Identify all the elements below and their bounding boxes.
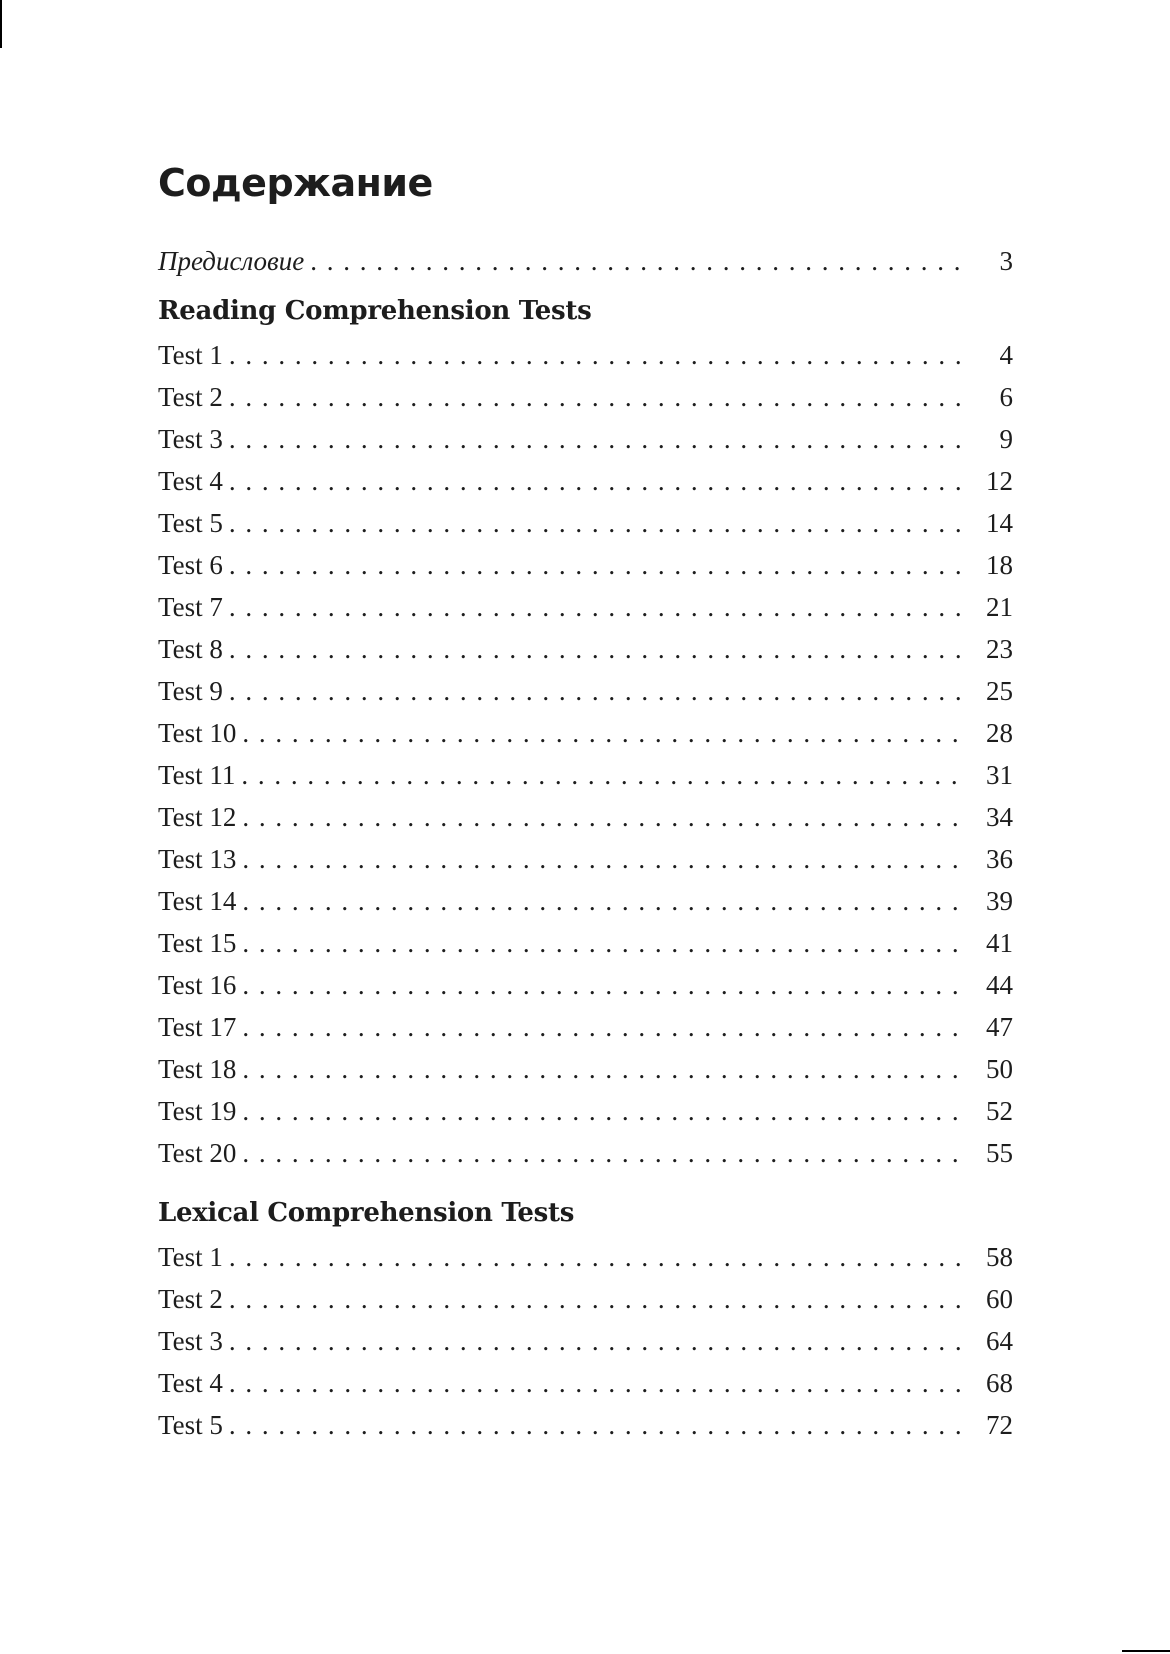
toc-entry-page-number: 44 xyxy=(986,970,1013,1000)
toc-entry-label: Test 5 xyxy=(158,1410,223,1440)
toc-entry-page-number: 55 xyxy=(986,1138,1013,1168)
toc-entry-page-number: 25 xyxy=(986,676,1013,706)
toc-entry-page-number: 72 xyxy=(986,1410,1013,1440)
toc-entry-page-number: 47 xyxy=(986,1012,1013,1042)
dot-leader xyxy=(241,754,969,796)
toc-entry-label: Test 17 xyxy=(158,1012,237,1042)
toc-entry-label: Предисловие xyxy=(158,246,305,276)
toc-entry[interactable] xyxy=(158,586,1013,628)
toc-entry-label: Test 4 xyxy=(158,466,223,496)
toc-entry-page-number: 18 xyxy=(986,550,1013,580)
toc-entry[interactable] xyxy=(158,1006,1013,1048)
toc-entry-page-number: 60 xyxy=(986,1284,1013,1314)
crop-mark xyxy=(1122,1650,1170,1652)
toc-entry-page-number: 36 xyxy=(986,844,1013,874)
toc-entry-page-number: 58 xyxy=(986,1242,1013,1272)
crop-mark xyxy=(0,0,2,48)
toc-entry-page-number: 28 xyxy=(986,718,1013,748)
dot-leader xyxy=(242,1006,969,1048)
toc-entry-page-number: 34 xyxy=(986,802,1013,832)
toc-entry-label: Test 3 xyxy=(158,1326,223,1356)
dot-leader xyxy=(242,1132,969,1174)
toc-entry[interactable] xyxy=(158,712,1013,754)
toc-entry[interactable] xyxy=(158,1278,1013,1320)
toc-entry-page-number: 9 xyxy=(999,424,1013,454)
dot-leader xyxy=(229,544,969,586)
page-title: Содержание xyxy=(158,161,433,205)
toc-entry[interactable] xyxy=(158,838,1013,880)
toc-entry-page-number: 39 xyxy=(986,886,1013,916)
toc-entry[interactable] xyxy=(158,754,1013,796)
toc-entry[interactable] xyxy=(158,334,1013,376)
toc-entry-label: Test 14 xyxy=(158,886,237,916)
dot-leader xyxy=(310,240,969,282)
toc-entry-label: Test 9 xyxy=(158,676,223,706)
dot-leader xyxy=(229,502,969,544)
toc-entry-label: Test 1 xyxy=(158,340,223,370)
toc-entry-page-number: 52 xyxy=(986,1096,1013,1126)
toc-entry[interactable] xyxy=(158,1048,1013,1090)
dot-leader xyxy=(242,796,969,838)
toc-entry-page-number: 3 xyxy=(999,246,1013,276)
dot-leader xyxy=(229,1320,969,1362)
dot-leader xyxy=(229,334,969,376)
dot-leader xyxy=(242,1090,969,1132)
toc-entry-label: Test 5 xyxy=(158,508,223,538)
toc-entry-page-number: 4 xyxy=(999,340,1013,370)
toc-entry-page-number: 68 xyxy=(986,1368,1013,1398)
toc-entry-label: Test 13 xyxy=(158,844,237,874)
toc-entry-page-number: 21 xyxy=(986,592,1013,622)
toc-entry[interactable] xyxy=(158,964,1013,1006)
dot-leader xyxy=(229,1362,969,1404)
toc-entry-page-number: 6 xyxy=(999,382,1013,412)
dot-leader xyxy=(229,1236,969,1278)
toc-entry-page-number: 23 xyxy=(986,634,1013,664)
dot-leader xyxy=(242,880,969,922)
dot-leader xyxy=(229,586,969,628)
toc-entry[interactable] xyxy=(158,670,1013,712)
toc-entry[interactable] xyxy=(158,880,1013,922)
toc-entry-page-number: 12 xyxy=(986,466,1013,496)
toc-entry-label: Test 18 xyxy=(158,1054,237,1084)
dot-leader xyxy=(229,376,969,418)
toc-entry[interactable] xyxy=(158,1090,1013,1132)
toc-entry-label: Test 2 xyxy=(158,382,223,412)
toc-entry[interactable] xyxy=(158,1362,1013,1404)
toc-entry-label: Test 20 xyxy=(158,1138,237,1168)
toc-entry-page-number: 31 xyxy=(986,760,1013,790)
dot-leader xyxy=(229,1278,969,1320)
toc-entry-label: Test 8 xyxy=(158,634,223,664)
toc-entry-label: Test 6 xyxy=(158,550,223,580)
toc-entry[interactable] xyxy=(158,1404,1013,1446)
toc-entry-page-number: 41 xyxy=(986,928,1013,958)
dot-leader xyxy=(229,418,969,460)
dot-leader xyxy=(242,922,969,964)
toc-entry-label: Test 3 xyxy=(158,424,223,454)
toc-entry-label: Test 4 xyxy=(158,1368,223,1398)
toc-entry-preface[interactable] xyxy=(158,240,1013,288)
dot-leader xyxy=(229,460,969,502)
toc-sections xyxy=(158,288,1013,1446)
toc-entry-label: Test 12 xyxy=(158,802,237,832)
toc-entry[interactable] xyxy=(158,1320,1013,1362)
toc-entry-label: Test 1 xyxy=(158,1242,223,1272)
toc-entry[interactable] xyxy=(158,502,1013,544)
section-heading: Reading Comprehension Tests xyxy=(158,296,592,326)
toc-entry-label: Test 7 xyxy=(158,592,223,622)
dot-leader xyxy=(229,1404,969,1446)
toc-entry-label: Test 15 xyxy=(158,928,237,958)
table-of-contents xyxy=(158,150,1013,1446)
dot-leader xyxy=(229,670,969,712)
toc-entry-page-number: 64 xyxy=(986,1326,1013,1356)
toc-entry[interactable] xyxy=(158,544,1013,586)
toc-entry-label: Test 16 xyxy=(158,970,237,1000)
toc-entry[interactable] xyxy=(158,796,1013,838)
toc-entry-label: Test 10 xyxy=(158,718,237,748)
dot-leader xyxy=(242,964,969,1006)
toc-entry[interactable] xyxy=(158,376,1013,418)
dot-leader xyxy=(242,1048,969,1090)
toc-entry-label: Test 11 xyxy=(158,760,236,790)
toc-entry[interactable] xyxy=(158,1236,1013,1278)
dot-leader xyxy=(242,712,969,754)
section-gap xyxy=(158,1174,1013,1190)
toc-entry[interactable] xyxy=(158,460,1013,502)
toc-entry[interactable] xyxy=(158,418,1013,460)
toc-entry[interactable] xyxy=(158,628,1013,670)
section-heading: Lexical Comprehension Tests xyxy=(158,1198,575,1228)
dot-leader xyxy=(229,628,969,670)
toc-entry[interactable] xyxy=(158,1132,1013,1174)
toc-entry-label: Test 19 xyxy=(158,1096,237,1126)
toc-entry-label: Test 2 xyxy=(158,1284,223,1314)
dot-leader xyxy=(242,838,969,880)
toc-entry-page-number: 50 xyxy=(986,1054,1013,1084)
toc-entry-page-number: 14 xyxy=(986,508,1013,538)
toc-entry[interactable] xyxy=(158,922,1013,964)
